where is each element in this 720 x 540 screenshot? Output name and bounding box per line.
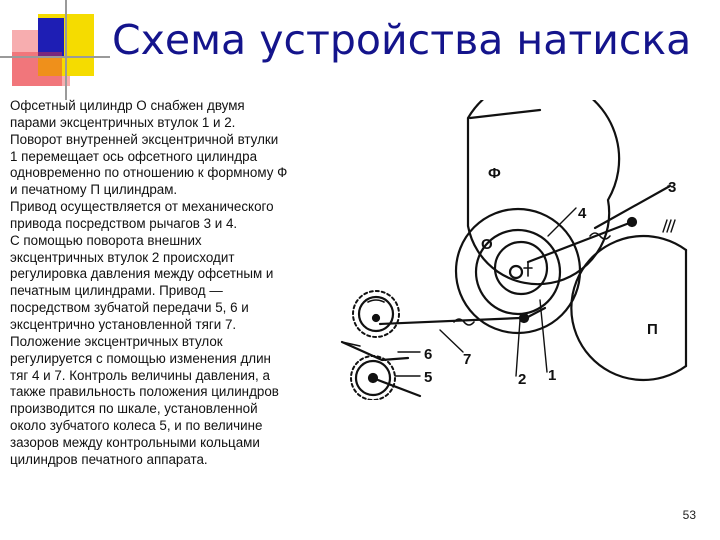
body-line: парами эксцентричных втулок 1 и 2. <box>10 114 236 130</box>
label-7: 7 <box>463 351 472 368</box>
body-line: Поворот внутренней эксцентричной втулки <box>10 131 279 147</box>
spring-3 <box>663 220 675 232</box>
label-5: 5 <box>424 369 433 386</box>
body-line: эксцентрично установленной тяги 7. <box>10 316 237 332</box>
label-6: 6 <box>424 346 433 363</box>
impression-cylinder-outline <box>571 236 686 380</box>
gear-6-axis <box>373 315 379 321</box>
label-form-cylinder: Ф <box>488 165 501 182</box>
body-line: С помощью поворота внешних <box>10 232 202 248</box>
body-line: также правильность положения цилиндров <box>10 384 279 400</box>
body-line: производится по шкале, установленной <box>10 401 258 417</box>
body-line: эксцентричных втулок 2 происходит <box>10 249 235 265</box>
body-line: одновременно по отношению к формному Ф <box>10 165 288 181</box>
page-number: 53 <box>682 508 696 522</box>
gear-6-scale <box>368 300 384 302</box>
leader-2 <box>516 320 520 376</box>
label-2: 2 <box>518 371 527 388</box>
label-impression-cylinder: П <box>647 321 658 338</box>
body-line: 1 перемещает ось офсетного цилиндра <box>10 148 258 164</box>
body-line: цилиндров печатного аппарата. <box>10 451 208 467</box>
form-cylinder-top-edge <box>470 110 540 118</box>
rod-4-pivot <box>628 218 636 226</box>
body-line: посредством зубчатой передачи 5, 6 и <box>10 300 249 316</box>
label-4: 4 <box>578 205 587 222</box>
body-line: привода посредством рычагов 3 и 4. <box>10 215 238 231</box>
label-offset-cylinder: О <box>481 236 493 253</box>
leader-1 <box>540 300 547 372</box>
label-1: 1 <box>548 367 557 384</box>
body-line: регулировка давления между офсетным и <box>10 266 274 282</box>
gear-5-axis <box>369 374 377 382</box>
offset-cylinder-axis <box>510 266 522 278</box>
body-line: и печатному П цилиндрам. <box>10 182 178 198</box>
body-line: Привод осуществляется от механического <box>10 199 274 215</box>
body-line: зазоров между контрольными кольцами <box>10 434 260 450</box>
body-line: Офсетный цилиндр О снабжен двумя <box>10 98 245 113</box>
leader-7 <box>440 330 463 352</box>
body-line: около зубчатого колеса 5, и по величине <box>10 418 263 434</box>
slide-title: Схема устройства натиска <box>112 16 692 64</box>
corner-decoration <box>0 0 110 100</box>
body-line: регулируется с помощью изменения длин <box>10 350 271 366</box>
deco-blue-square <box>38 18 64 56</box>
rod-7 <box>380 318 520 324</box>
leader-4 <box>548 208 576 236</box>
body-line: Положение эксцентричных втулок <box>10 333 223 349</box>
label-3: 3 <box>668 179 677 196</box>
gear-5-handle <box>378 380 420 396</box>
body-line: тяг 4 и 7. Контроль величины давления, а <box>10 367 270 383</box>
slide-body <box>10 98 360 469</box>
impression-mechanism-diagram <box>330 100 700 400</box>
body-line: печатным цилиндрами. Привод — <box>10 283 223 299</box>
